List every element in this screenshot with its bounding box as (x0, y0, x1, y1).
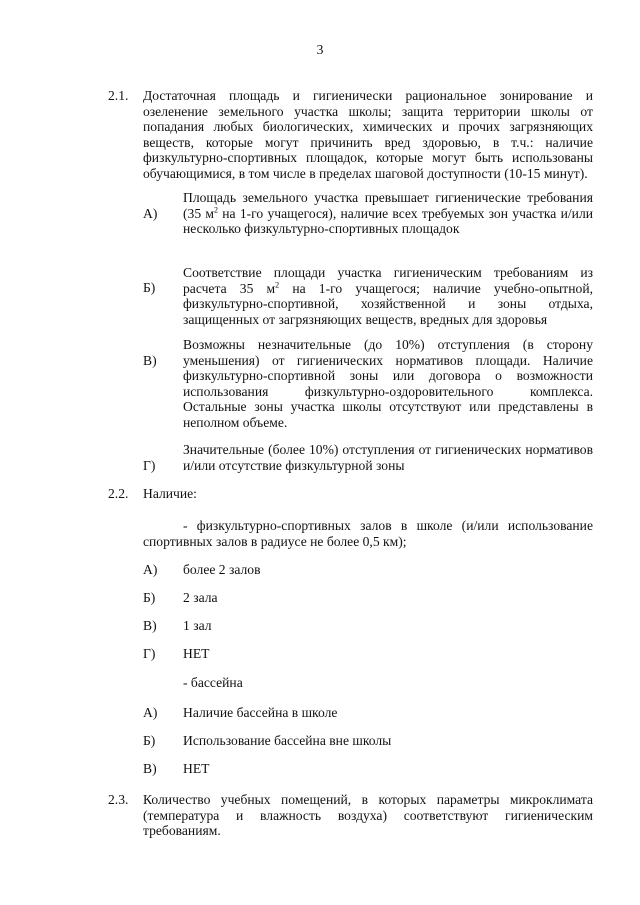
option-letter: А) (143, 562, 158, 577)
option-letter: Б) (143, 590, 156, 605)
option-letter: Г) (143, 646, 156, 661)
gym-option-text: более 2 залов (183, 562, 261, 577)
option-a-text (183, 190, 593, 237)
option-a-text-part: на 1-го учащегося), наличие всех требуемых зон участка и/или несколько физкультурно-спортивных площадок (183, 205, 593, 236)
option-b-text-part: Соответствие площади участка гигиеническим требованиям из расчета 35 м (183, 265, 593, 296)
section-2-2-number: 2.2. (108, 486, 129, 501)
gym-option-text: НЕТ (183, 646, 210, 661)
pool-option-text: Наличие бассейна в школе (183, 705, 338, 720)
option-letter: Б) (143, 280, 156, 295)
option-b-text (183, 265, 593, 327)
section-2-3-number: 2.3. (108, 792, 129, 807)
option-letter: А) (143, 705, 158, 720)
option-letter: Б) (143, 733, 156, 748)
pool-option-text: Использование бассейна вне школы (183, 733, 392, 748)
option-v-text: Возможны незначительные (до 10%) отступления (в сторону уменьшения) от гигиенических нормативов площади. Наличие физкультурно-спортивной зоны или договора о возможности использования физкультурно-оздоровительного комплекса. Остальные зоны участка школы отсутствуют или представлены в неполном объеме. (183, 337, 593, 430)
section-2-3-text: Количество учебных помещений, в которых параметры микроклимата (температура и влажность воздуха) соответствуют гигиеническим требованиям. (143, 792, 593, 838)
option-letter: А) (143, 206, 158, 221)
section-2-1-number: 2.1. (108, 88, 129, 103)
page-number: 3 (316, 42, 324, 57)
pool-option-text: НЕТ (183, 761, 210, 776)
option-letter: В) (143, 618, 157, 633)
option-a-text-part: Площадь земельного участка превышает гигиенические требования (35 м (183, 190, 593, 221)
option-b-text-part: на 1-го учащегося; наличие учебно-опытной, физкультурно-спортивной, хозяйственной и зоны отдыха, защищенных от загрязняющих веществ, вредных для здоровья (183, 280, 593, 327)
option-g-text: Значительные (более 10%) отступления от гигиенических нормативов и/или отсутствие физкультурной зоны (183, 442, 593, 473)
pool-heading: - бассейна (183, 675, 243, 690)
superscript: 2 (214, 204, 218, 214)
section-2-1-text: Достаточная площадь и гигиенически рациональное зонирование и озеленение земельного участка школы; защита территории школы от попадания любых биологических, химических и прочих загрязняющих веществ, которые могут причинить вред здоровью, в т.ч.: наличие физкультурно-спортивных площадок, которые могут быть использованы обучающимися, в том числе в пределах шаговой доступности (10-15 минут). (143, 88, 593, 181)
gym-option-text: 1 зал (183, 618, 212, 633)
option-letter: Г) (143, 458, 156, 473)
gyms-heading: - физкультурно-спортивных залов в школе (и/или использование спортивных залов в радиусе не более 0,5 км); (143, 518, 593, 549)
section-2-2-title: Наличие: (143, 486, 197, 501)
option-letter: В) (143, 761, 157, 776)
option-letter: В) (143, 353, 157, 368)
gym-option-text: 2 зала (183, 590, 218, 605)
superscript: 2 (275, 279, 280, 289)
